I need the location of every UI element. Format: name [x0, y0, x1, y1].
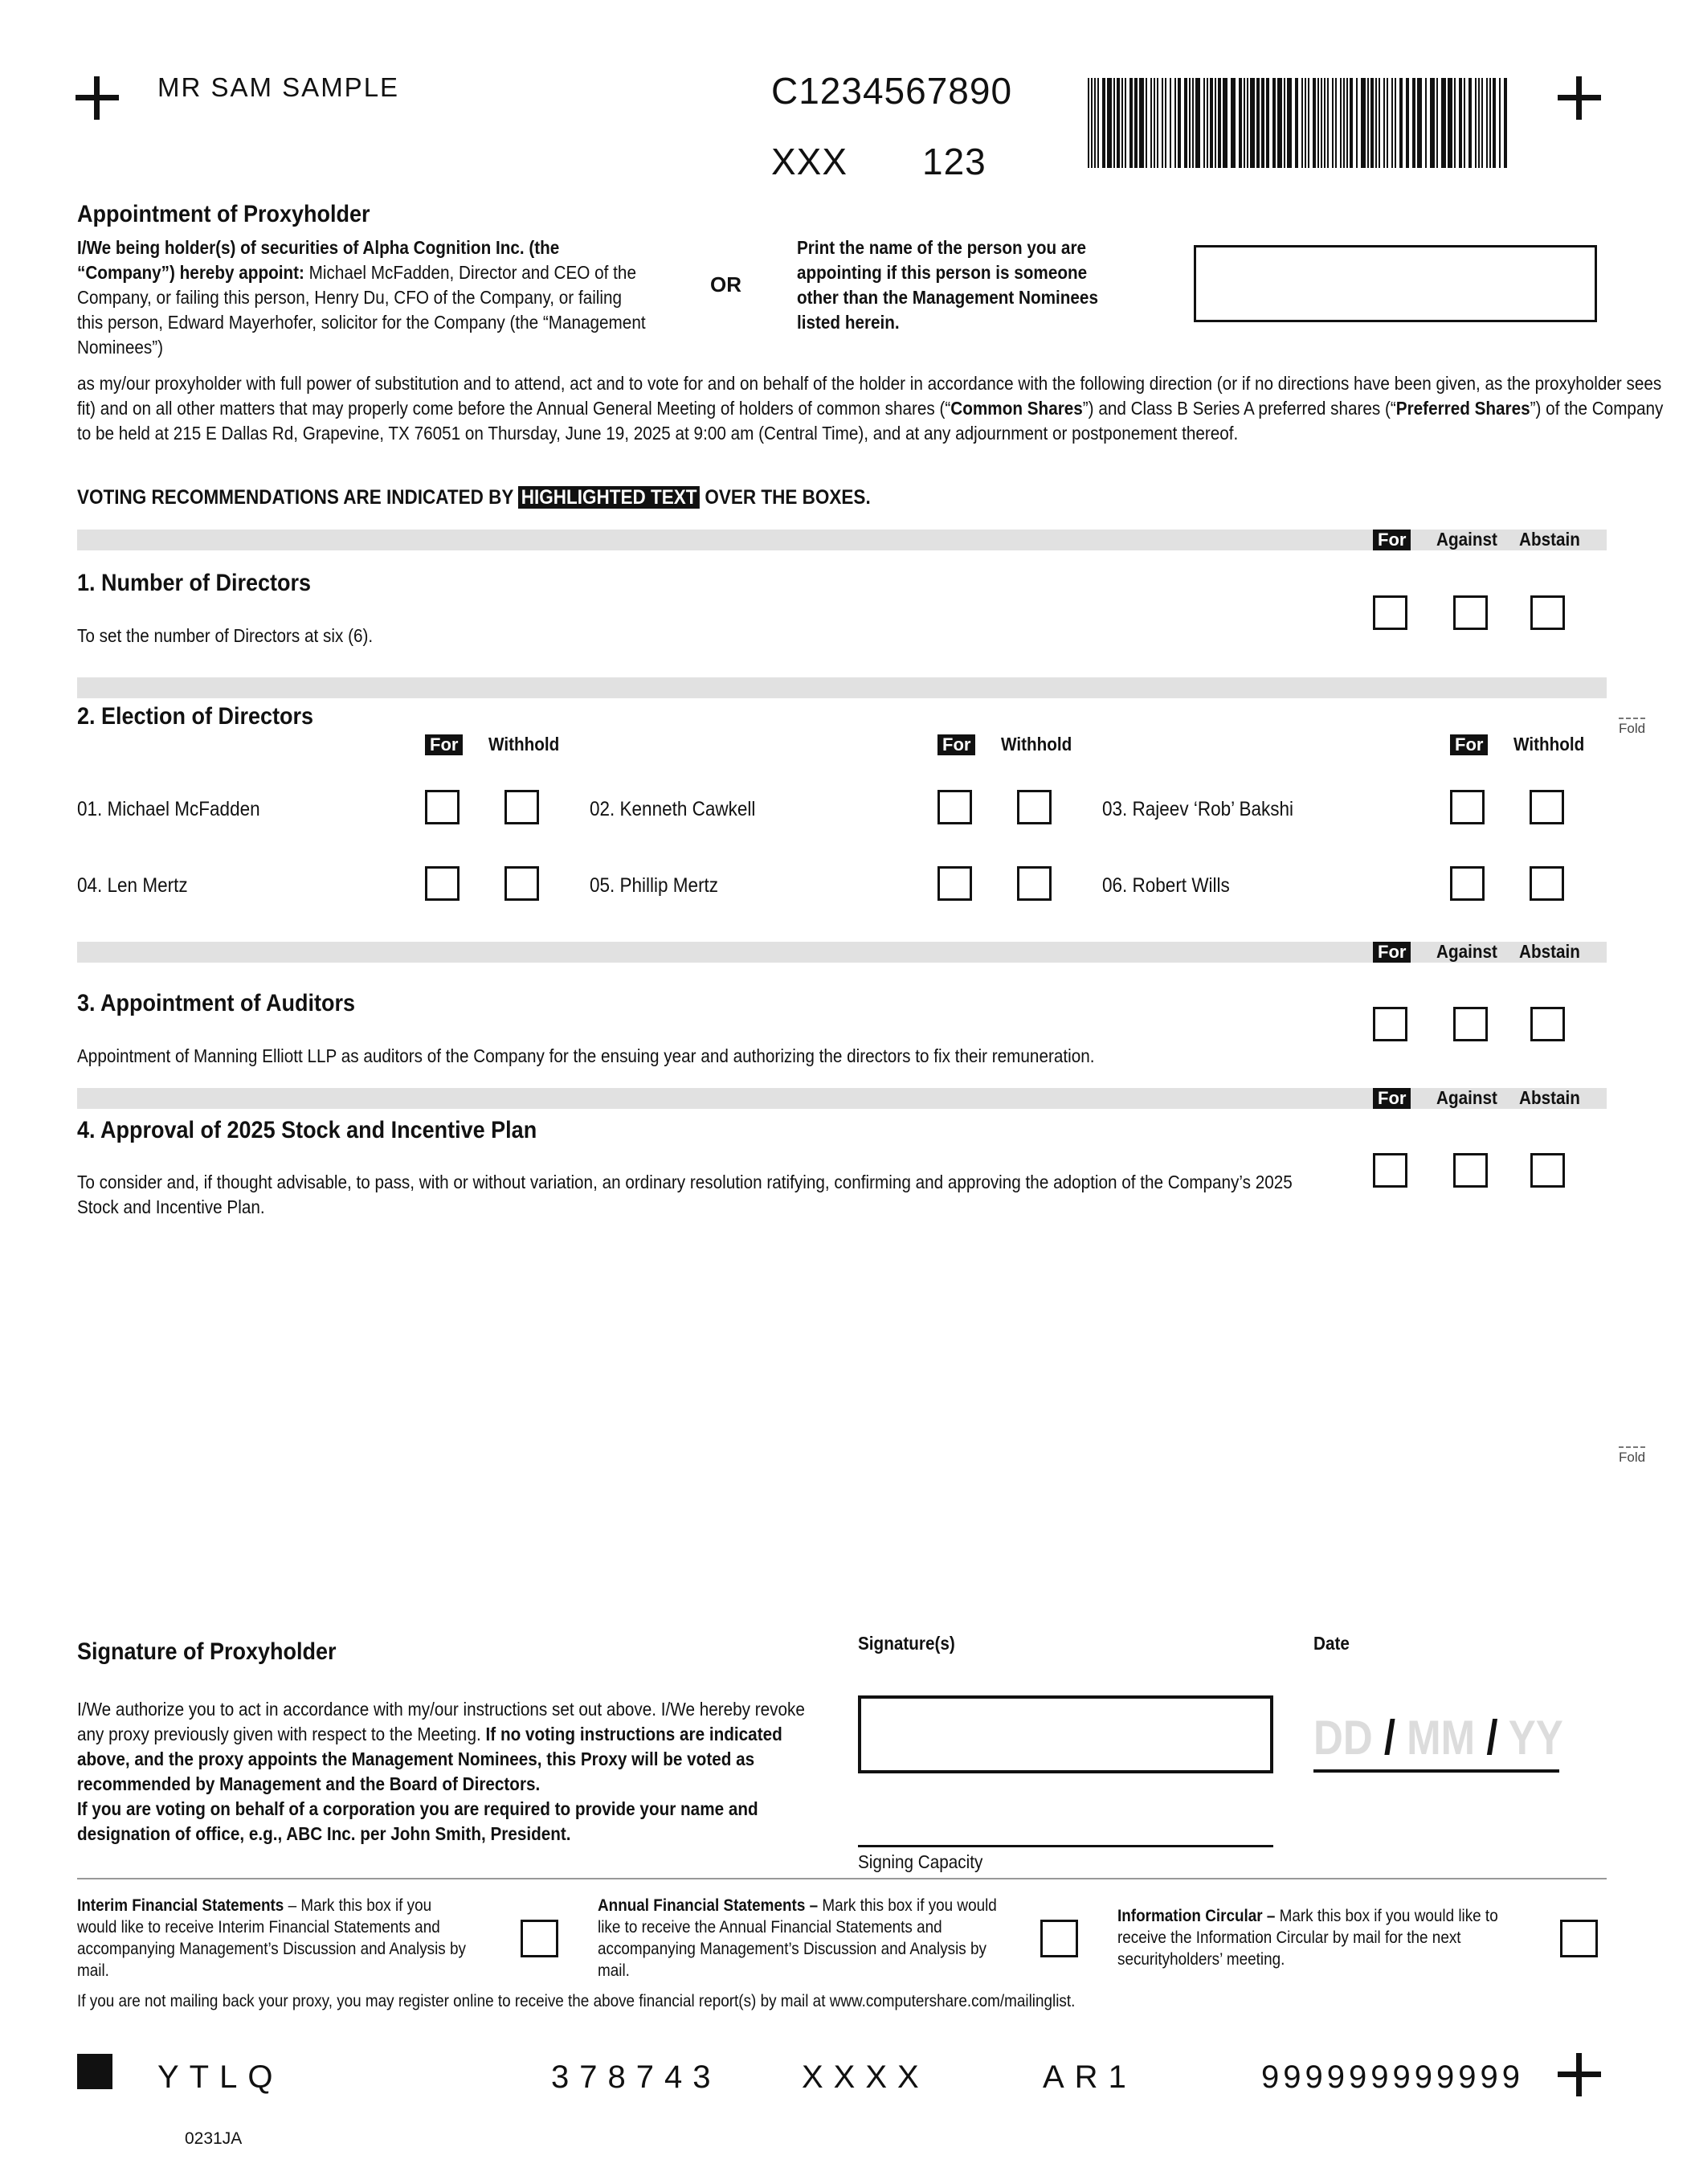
annual-statements-text: [598, 1895, 1003, 1982]
barcode-bar: [1207, 78, 1208, 168]
barcode-bar: [1454, 78, 1456, 168]
information-circular-text: [1117, 1905, 1508, 1970]
interim-statements-checkbox[interactable]: [521, 1920, 558, 1957]
barcode-bar: [1215, 78, 1216, 168]
barcode-bar: [1091, 78, 1093, 168]
signature-text-corporate: If you are voting on behalf of a corporation you are required to provide your name and designation of office, e.g., ABC Inc. per John Smith, President.: [77, 1798, 758, 1844]
voting-note-highlight: HIGHLIGHTED TEXT: [518, 486, 700, 509]
appointment-body: [77, 371, 1668, 446]
r1-against-checkbox[interactable]: [1453, 595, 1488, 630]
barcode-bar: [1189, 78, 1191, 168]
barcode-bar: [1399, 78, 1403, 168]
nominee-05-for-checkbox[interactable]: [937, 866, 972, 901]
footer-code-5: 999999999999: [1261, 2059, 1524, 2095]
barcode-bar: [1327, 78, 1329, 168]
barcode-bar: [1346, 78, 1348, 168]
barcode-bar: [1489, 78, 1491, 168]
barcode-bar: [1088, 78, 1089, 168]
resolution-1-desc: To set the number of Directors at six (6).: [77, 625, 374, 646]
barcode-bar: [1350, 78, 1353, 168]
r2-col1-for-label: For: [425, 734, 463, 755]
barcode-bar: [1210, 78, 1213, 168]
barcode-bar: [1170, 78, 1171, 168]
r2-col2-withhold-label: Withhold: [1001, 734, 1072, 755]
resolution-4-title: 4. Approval of 2025 Stock and Incentive Plan: [77, 1117, 537, 1143]
date-label: Date: [1313, 1633, 1350, 1654]
footer-code-4: AR1: [1043, 2059, 1137, 2095]
barcode-bar: [1340, 78, 1342, 168]
barcode-bar: [1317, 78, 1319, 168]
nominee-01: 01. Michael McFadden: [77, 798, 260, 820]
appointment-body-2: ”) and Class B Series A preferred shares (“: [1082, 398, 1396, 419]
signature-field[interactable]: [858, 1695, 1273, 1773]
common-shares-term: Common Shares: [950, 398, 1083, 419]
barcode-bar: [1277, 78, 1282, 168]
barcode-bar: [1441, 78, 1446, 168]
barcode-bar: [1121, 78, 1123, 168]
annual-statements-bold: Annual Financial Statements –: [598, 1896, 819, 1915]
barcode-bar: [1475, 78, 1477, 168]
barcode-bar: [1178, 78, 1181, 168]
appointment-title: Appointment of Proxyholder: [77, 201, 370, 227]
barcode-bar: [1195, 78, 1200, 168]
barcode-bar: [1150, 78, 1152, 168]
control-number: C1234567890: [771, 70, 1013, 112]
resolution-2-band: [77, 677, 1607, 698]
barcode-bar: [1250, 78, 1255, 168]
corner-marker-square: [77, 2054, 112, 2089]
barcode-bar: [1139, 78, 1144, 168]
barcode-bar: [1154, 78, 1155, 168]
barcode-bar: [1244, 78, 1245, 168]
barcode-bar: [1356, 78, 1358, 168]
barcode-bar: [1287, 78, 1292, 168]
registration-mark-top-left: [76, 76, 119, 120]
appointment-intro: [77, 235, 648, 360]
barcode-bar: [1430, 78, 1435, 168]
or-label: OR: [710, 272, 741, 297]
r4-abstain-checkbox[interactable]: [1530, 1153, 1565, 1188]
date-separator-2: /: [1486, 1711, 1498, 1765]
barcode-bar: [1499, 78, 1501, 168]
barcode-bar: [1504, 78, 1507, 168]
nominee-04-for-checkbox[interactable]: [425, 866, 460, 901]
fold-mark-bottom: Fold: [1619, 1446, 1645, 1466]
nominee-02-withhold-checkbox[interactable]: [1017, 790, 1052, 824]
barcode-bar: [1425, 78, 1427, 168]
information-circular-rest: Mark this box if you would like to receive the Information Circular by mail for the next securityholders’ meeting.: [1117, 1907, 1498, 1969]
barcode-bar: [1332, 78, 1334, 168]
print-name-instruction: Print the name of the person you are appointing if this person is someone other than the Management Nominees listed herein.: [797, 237, 1098, 333]
barcode-bar: [1097, 78, 1099, 168]
registration-mark-bottom-right: [1558, 2053, 1601, 2096]
barcode-bar: [1162, 78, 1163, 168]
r3-for-checkbox[interactable]: [1373, 1007, 1407, 1041]
r4-abstain-label: Abstain: [1519, 1087, 1580, 1108]
resolution-2-title: 2. Election of Directors: [77, 703, 314, 730]
resolution-3-desc: Appointment of Manning Elliott LLP as auditors of the Company for the ensuing year and authorizing the directors to fix their remuneration.: [77, 1045, 1095, 1066]
signature-text-plain: I/We authorize you to act in accordance with my/our instructions set out above. I/We hereby revoke any proxy previously given with respect to the Meeting.: [77, 1699, 805, 1744]
barcode-bar: [1395, 78, 1396, 168]
information-circular-checkbox[interactable]: [1560, 1920, 1598, 1957]
barcode-bar: [1361, 78, 1366, 168]
barcode-bar: [1383, 78, 1385, 168]
footer-code-3: XXXX: [802, 2059, 929, 2095]
barcode-bar: [1375, 78, 1377, 168]
signing-capacity-label: Signing Capacity: [858, 1851, 983, 1872]
signatures-label: Signature(s): [858, 1633, 955, 1654]
barcode-bar: [1481, 78, 1483, 168]
barcode-bar: [1321, 78, 1322, 168]
footer-code-1: YTLQ: [157, 2059, 284, 2095]
nominee-02: 02. Kenneth Cawkell: [590, 798, 756, 820]
appointment-intro-bold: I/We being holder(s) of securities of Alpha Cognition Inc. (the “Company”) hereby appoint:: [77, 237, 560, 283]
barcode-bar: [1305, 78, 1306, 168]
barcode-bar: [1146, 78, 1147, 168]
barcode-bar: [1231, 78, 1236, 168]
form-code: 0231JA: [185, 2129, 243, 2148]
resolution-4-desc: To consider and, if thought advisable, to pass, with or without variation, an ordinary resolution ratifying, confirming and approving the adoption of the Company’s 2025 Stock and Incentive Plan.: [77, 1172, 1293, 1217]
r2-col3-for-label: For: [1450, 734, 1488, 755]
appointment-body-3: ”) of the Company to be held at 215 E Dallas Rd, Grapevine, TX 76051 on Thursday, June 19, 2025 at 9:00 am (Central Time), and at any adjournment or postponement thereof.: [77, 398, 1664, 444]
date-dd-placeholder: DD: [1313, 1711, 1373, 1765]
barcode-bar: [1464, 78, 1465, 168]
barcode-bar: [1367, 78, 1369, 168]
barcode-bar: [1094, 78, 1096, 168]
nominee-06-for-checkbox[interactable]: [1450, 866, 1485, 901]
barcode-bar: [1266, 78, 1269, 168]
nominee-02-for-checkbox[interactable]: [937, 790, 972, 824]
nominee-05: 05. Phillip Mertz: [590, 874, 719, 897]
barcode-bar: [1272, 78, 1276, 168]
barcode-bar: [1436, 78, 1438, 168]
barcode-bar: [1313, 78, 1316, 168]
barcode-bar: [1107, 78, 1112, 168]
nominee-04-withhold-checkbox[interactable]: [504, 866, 539, 901]
barcode-bar: [1247, 78, 1248, 168]
barcode-bar: [1174, 78, 1176, 168]
barcode-bar: [1113, 78, 1115, 168]
date-mm-placeholder: MM: [1407, 1711, 1476, 1765]
barcode-bar: [1117, 78, 1120, 168]
nominee-03-for-checkbox[interactable]: [1450, 790, 1485, 824]
r3-against-checkbox[interactable]: [1453, 1007, 1488, 1041]
r3-abstain-label: Abstain: [1519, 941, 1580, 962]
r3-abstain-checkbox[interactable]: [1530, 1007, 1565, 1041]
barcode-bar: [1256, 78, 1260, 168]
barcode-bar: [1406, 78, 1409, 168]
nominee-03-withhold-checkbox[interactable]: [1530, 790, 1564, 824]
annual-statements-checkbox[interactable]: [1040, 1920, 1078, 1957]
barcode-bar: [1165, 78, 1166, 168]
barcode-bar: [1284, 78, 1285, 168]
annual-statements-rest: Mark this box if you would like to receive the Annual Financial Statements and accompanying Management’s Discussion and Analysis by mail.: [598, 1896, 997, 1980]
voting-recommendation-note: [77, 485, 871, 510]
barcode-bar: [1370, 78, 1374, 168]
barcode-bar: [1417, 78, 1422, 168]
r1-abstain-label: Abstain: [1519, 529, 1580, 550]
interim-statements-text: [77, 1895, 468, 1982]
nominee-01-withhold-checkbox[interactable]: [504, 790, 539, 824]
date-yy-placeholder: YY: [1508, 1711, 1563, 1765]
holder-name: MR SAM SAMPLE: [157, 72, 400, 102]
resolution-3-title: 3. Appointment of Auditors: [77, 990, 355, 1016]
header-code-left: XXX: [771, 141, 848, 182]
r2-col3-withhold-label: Withhold: [1513, 734, 1585, 755]
barcode-bar: [1125, 78, 1126, 168]
signature-text: [77, 1697, 822, 1847]
barcode-bar: [1391, 78, 1393, 168]
nominee-04: 04. Len Mertz: [77, 874, 188, 897]
voting-note-before: VOTING RECOMMENDATIONS ARE INDICATED BY: [77, 486, 519, 509]
nominee-06: 06. Robert Wills: [1102, 874, 1230, 897]
proxyholder-name-field[interactable]: [1194, 245, 1597, 322]
r1-abstain-checkbox[interactable]: [1530, 595, 1565, 630]
barcode-bar: [1301, 78, 1303, 168]
barcode-bar: [1223, 78, 1227, 168]
r2-col2-for-label: For: [937, 734, 975, 755]
barcode-bar: [1478, 78, 1480, 168]
appointment-intro-rest: Michael McFadden, Director and CEO of the Company, or failing this person, Henry Du, CFO of the Company, or failing this person, Edward Mayerhofer, solicitor for the Company (the “Management Nominees”): [77, 262, 646, 358]
signature-title: Signature of Proxyholder: [77, 1638, 337, 1665]
r1-for-label: For: [1373, 530, 1411, 550]
nominee-01-for-checkbox[interactable]: [425, 790, 460, 824]
date-underline: [1313, 1769, 1559, 1773]
voting-note-after: OVER THE BOXES.: [700, 486, 871, 509]
barcode-bar: [1239, 78, 1242, 168]
r1-for-checkbox[interactable]: [1373, 595, 1407, 630]
barcode-bar: [1218, 78, 1221, 168]
section-divider: [77, 1878, 1607, 1879]
barcode-bar: [1324, 78, 1326, 168]
online-registration-note: If you are not mailing back your proxy, you may register online to receive the above financial report(s) by mail at www.computershare.com/mailinglist.: [77, 1992, 1076, 2010]
appointment-body-1: as my/our proxyholder with full power of substitution and to attend, act and to vote for and on behalf of the holder in accordance with the following direction (or if no directions have been given, as the proxyholder sees fit) and on all other matters that may properly come before the Annual General Meeting of holders of common shares (“: [77, 373, 1662, 419]
barcode-bar: [1486, 78, 1488, 168]
barcode-bar: [1295, 78, 1298, 168]
barcode-bar: [1343, 78, 1345, 168]
resolution-1-title: 1. Number of Directors: [77, 570, 312, 596]
preferred-shares-term: Preferred Shares: [1395, 398, 1530, 419]
barcode-bar: [1129, 78, 1133, 168]
barcode-bar: [1157, 78, 1158, 168]
barcode-bar: [1412, 78, 1415, 168]
nominee-06-withhold-checkbox[interactable]: [1530, 866, 1564, 901]
information-circular-bold: Information Circular –: [1117, 1907, 1276, 1925]
barcode-bar: [1261, 78, 1264, 168]
r4-for-label: For: [1373, 1088, 1411, 1109]
barcode-bar: [1134, 78, 1138, 168]
signing-capacity-line[interactable]: [858, 1845, 1273, 1847]
barcode-bar: [1459, 78, 1462, 168]
r3-against-label: Against: [1436, 941, 1497, 962]
barcode-bar: [1448, 78, 1452, 168]
barcode-bar: [1203, 78, 1205, 168]
interim-statements-bold: Interim Financial Statements: [77, 1896, 284, 1915]
fold-mark-top: Fold: [1619, 718, 1645, 737]
signature-text-bold: If no voting instructions are indicated above, and the proxy appoints the Management Nominees, this Proxy will be voted as recommended by Management and the Board of Directors.: [77, 1724, 782, 1794]
footer-code-2: 378743: [551, 2059, 721, 2095]
date-separator-1: /: [1383, 1711, 1396, 1765]
barcode-bar: [1387, 78, 1388, 168]
header-code-right: 123: [922, 141, 986, 182]
barcode-bar: [1493, 78, 1496, 168]
barcode-bar: [1102, 78, 1105, 168]
barcode-bar: [1308, 78, 1309, 168]
nominee-03: 03. Rajeev ‘Rob’ Bakshi: [1102, 798, 1294, 820]
barcode-bar: [1468, 78, 1472, 168]
interim-statements-rest: – Mark this box if you would like to receive Interim Financial Statements and accompanying Management’s Discussion and Analysis by mail.: [77, 1896, 466, 1980]
barcode-bar: [1379, 78, 1380, 168]
barcode-bar: [1184, 78, 1187, 168]
r4-against-label: Against: [1436, 1087, 1497, 1108]
registration-mark-top-right: [1558, 76, 1601, 120]
r1-against-label: Against: [1436, 529, 1497, 550]
nominee-05-withhold-checkbox[interactable]: [1017, 866, 1052, 901]
r3-for-label: For: [1373, 942, 1411, 963]
barcode: [1088, 78, 1513, 168]
r4-for-checkbox[interactable]: [1373, 1153, 1407, 1188]
r4-against-checkbox[interactable]: [1453, 1153, 1488, 1188]
barcode-bar: [1192, 78, 1194, 168]
r2-col1-withhold-label: Withhold: [488, 734, 560, 755]
date-field[interactable]: [1313, 1710, 1563, 1765]
barcode-bar: [1335, 78, 1337, 168]
